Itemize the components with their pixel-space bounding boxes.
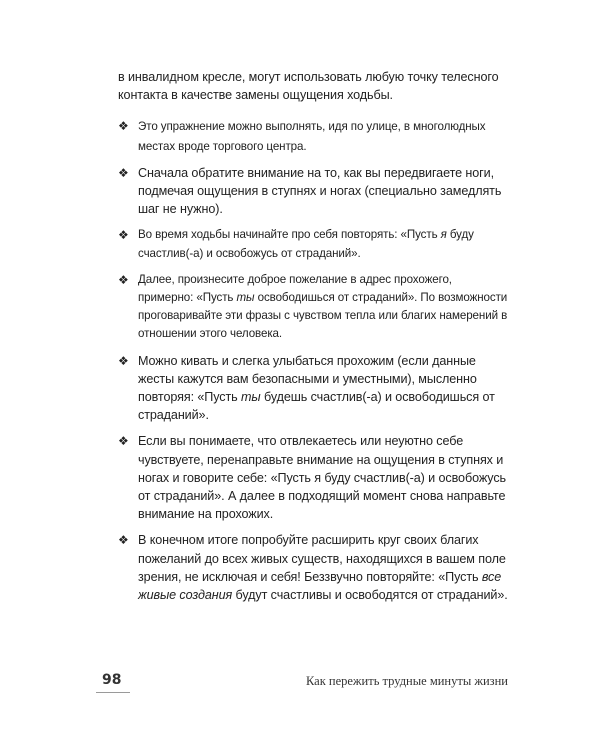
list-item bbox=[118, 271, 510, 344]
emphasized-word: ты bbox=[236, 291, 255, 305]
list-item bbox=[118, 226, 510, 262]
list-item-text-start: Во время ходьбы начинайте про себя повторять: «Пусть bbox=[138, 228, 441, 242]
list-item-text: Сначала обратите внимание на то, как вы передвигаете ноги, подмечая ощущения в ступнях и ногах (специально замедлять шаг не нужно). bbox=[138, 165, 502, 217]
diamond-bullet-icon: ❖ bbox=[118, 165, 129, 180]
diamond-bullet-icon: ❖ bbox=[118, 353, 129, 368]
emphasized-word: я bbox=[440, 228, 447, 242]
list-item-text-end: будут счастливы и освободятся от страданий». bbox=[232, 588, 508, 603]
page-number: 98 bbox=[102, 672, 122, 688]
list-item bbox=[118, 164, 510, 219]
list-item-text-end: будешь счастлив(-а) и освободишься от страданий». bbox=[138, 390, 495, 423]
page-body bbox=[118, 68, 510, 612]
list-item-text-end: освободишься от страданий». По возможности проговаривайте эти фразы с чувством тепла или благих намерений в отношении этого человека. bbox=[138, 291, 508, 341]
list-item bbox=[118, 352, 510, 425]
emphasized-word: все живые создания bbox=[138, 569, 502, 603]
list-item-text-start: Можно кивать и слегка улыбаться прохожим (если данные жесты кажутся вам безопасными и уместными), мысленно повторяя: «Пусть bbox=[138, 353, 477, 405]
list-item bbox=[118, 117, 510, 155]
list-item-text-start: В конечном итоге попробуйте расширить круг своих благих пожеланий до всех живых существ, находящихся в вашем поле зрения, не исключая и себя! Беззвучно повторяйте: «Пусть bbox=[138, 533, 506, 584]
list-item-text-end: буду счастлив(-а) и освобожусь от страданий». bbox=[138, 228, 474, 260]
list-item-text: Это упражнение можно выполнять, идя по улице, в многолюдных местах вроде торгового центра. bbox=[138, 120, 486, 153]
intro-paragraph: в инвалидном кресле, могут использовать любую точку телесного контакта в качестве замены ощущения ходьбы. bbox=[118, 70, 499, 103]
list-item bbox=[118, 531, 510, 604]
page-number-underline bbox=[96, 692, 130, 693]
emphasized-word: ты bbox=[241, 390, 261, 405]
list-item-text: Если вы понимаете, что отвлекаетесь или неуютно себе чувствуете, перенаправьте внимание на ощущения в ступнях и ногах и говорите себе: «Пусть я буду счастлив(-а) и освобожусь от страданий». А далее в подходящий момент снова направьте внимание на прохожих. bbox=[138, 434, 507, 522]
diamond-bullet-icon: ❖ bbox=[118, 228, 129, 243]
diamond-bullet-icon: ❖ bbox=[118, 119, 129, 134]
diamond-bullet-icon: ❖ bbox=[118, 533, 129, 548]
diamond-bullet-icon: ❖ bbox=[118, 434, 129, 449]
list-item bbox=[118, 432, 510, 523]
list-item-text-start: Далее, произнесите доброе пожелание в адрес прохожего, примерно: «Пусть bbox=[138, 272, 452, 305]
page-footer bbox=[96, 672, 508, 702]
diamond-bullet-icon: ❖ bbox=[118, 272, 129, 287]
exercise-steps-list bbox=[118, 117, 510, 604]
running-title: Как пережить трудные минуты жизни bbox=[305, 674, 508, 688]
